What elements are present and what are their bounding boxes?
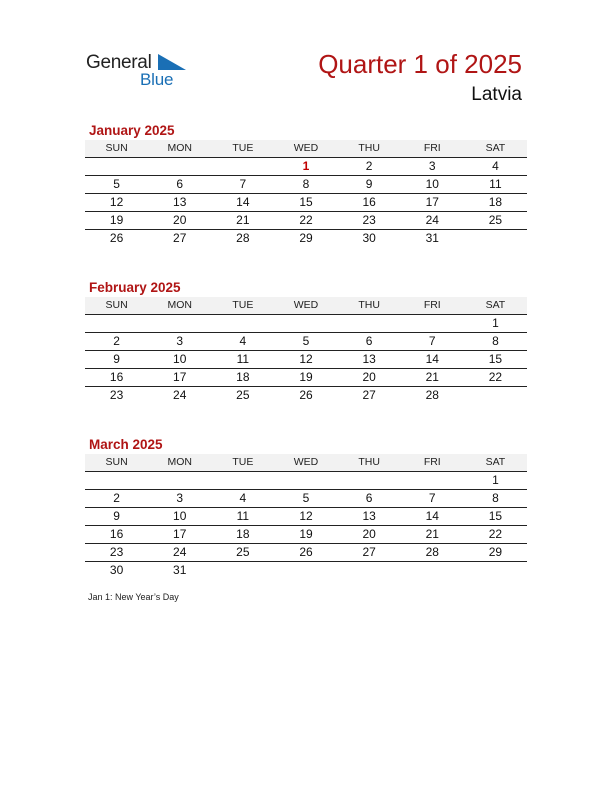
day-cell: 1 — [492, 473, 499, 487]
day-cell: 18 — [236, 370, 250, 384]
day-cell: 30 — [109, 563, 124, 577]
day-cell — [85, 158, 148, 175]
day-cell: 22 — [488, 370, 503, 384]
day-cell: 24 — [425, 213, 439, 227]
day-cell: 17 — [425, 195, 439, 209]
holiday-note: Jan 1: New Year’s Day — [88, 592, 179, 602]
day-cell: 28 — [236, 231, 250, 245]
day-cell — [85, 472, 148, 489]
weekday-label: FRI — [423, 142, 441, 154]
day-cell — [274, 315, 337, 332]
day-cell — [211, 472, 274, 489]
day-cell: 20 — [362, 370, 376, 384]
day-cell — [401, 562, 464, 579]
day-cell: 9 — [113, 352, 120, 366]
month-title: February 2025 — [89, 280, 181, 295]
day-cell — [148, 472, 211, 489]
weekday-label: THU — [358, 456, 380, 468]
day-cell — [148, 315, 211, 332]
day-cell: 1 — [492, 316, 499, 330]
day-cell: 9 — [365, 177, 373, 191]
weekday-label: MON — [167, 299, 192, 311]
day-cell: 2 — [113, 491, 120, 505]
day-cell: 24 — [173, 388, 187, 402]
day-cell: 23 — [362, 213, 376, 227]
day-cell — [274, 562, 337, 579]
day-cell: 29 — [299, 231, 313, 245]
day-cell: 9 — [113, 509, 120, 523]
week-row — [85, 508, 527, 526]
holiday-day-cell: 1 — [302, 159, 310, 173]
day-cell: 24 — [173, 545, 187, 559]
weekday-label: FRI — [423, 456, 441, 468]
month-calendar — [85, 436, 527, 579]
weekday-label: SAT — [485, 142, 506, 154]
day-cell: 18 — [236, 527, 250, 541]
day-cell: 20 — [362, 527, 376, 541]
day-cell: 28 — [425, 388, 439, 402]
day-cell: 27 — [362, 545, 376, 559]
weekday-label: TUE — [232, 299, 254, 311]
day-cell: 21 — [236, 213, 250, 227]
day-cell: 5 — [302, 334, 310, 348]
day-cell: 19 — [299, 527, 313, 541]
day-cell — [211, 562, 274, 579]
day-cell: 21 — [425, 370, 439, 384]
month-title: January 2025 — [89, 123, 175, 138]
week-row — [85, 212, 527, 230]
weekday-label: THU — [358, 142, 380, 154]
day-cell — [85, 315, 148, 332]
week-row — [85, 351, 527, 369]
day-cell: 6 — [365, 491, 373, 505]
day-cell: 11 — [236, 352, 250, 366]
day-cell — [211, 158, 274, 175]
day-cell: 22 — [488, 527, 503, 541]
weekday-label: TUE — [232, 456, 254, 468]
weekday-label: WED — [293, 142, 319, 154]
day-cell: 6 — [176, 177, 184, 191]
day-cell — [401, 315, 464, 332]
weekday-label: THU — [358, 299, 380, 311]
day-cell: 16 — [362, 195, 376, 209]
day-cell — [338, 315, 401, 332]
day-cell: 26 — [109, 231, 124, 245]
month-title: March 2025 — [89, 437, 163, 452]
day-cell: 14 — [425, 509, 439, 523]
week-row — [85, 526, 527, 544]
day-cell: 23 — [109, 388, 124, 402]
weekday-label: SAT — [485, 456, 506, 468]
day-cell — [401, 472, 464, 489]
day-cell: 16 — [109, 527, 124, 541]
weekday-label: FRI — [423, 299, 441, 311]
day-cell: 8 — [492, 334, 499, 348]
week-row — [85, 315, 527, 333]
weekday-label: MON — [167, 456, 192, 468]
week-row — [85, 562, 527, 579]
day-cell: 8 — [492, 491, 499, 505]
day-cell — [464, 387, 527, 404]
day-cell: 3 — [428, 159, 436, 173]
day-cell: 17 — [173, 370, 187, 384]
day-cell: 16 — [109, 370, 124, 384]
week-row — [85, 176, 527, 194]
day-cell: 31 — [425, 231, 439, 245]
day-cell: 14 — [236, 195, 250, 209]
day-cell: 25 — [236, 545, 250, 559]
week-row — [85, 333, 527, 351]
day-cell: 25 — [236, 388, 250, 402]
day-cell: 22 — [299, 213, 313, 227]
day-cell: 3 — [176, 334, 184, 348]
day-cell: 4 — [239, 491, 247, 505]
day-cell — [464, 230, 527, 247]
day-cell — [338, 472, 401, 489]
weekday-header-row — [85, 454, 527, 472]
weekday-label: SUN — [105, 142, 128, 154]
day-cell: 27 — [362, 388, 376, 402]
day-cell: 12 — [299, 352, 313, 366]
day-cell: 6 — [365, 334, 373, 348]
week-row — [85, 158, 527, 176]
day-cell: 2 — [113, 334, 120, 348]
day-cell: 12 — [109, 195, 124, 209]
day-cell: 19 — [299, 370, 313, 384]
day-cell: 15 — [488, 352, 503, 366]
day-cell — [338, 562, 401, 579]
day-cell: 10 — [425, 177, 439, 191]
day-cell: 28 — [425, 545, 439, 559]
day-cell: 13 — [362, 352, 376, 366]
day-cell: 26 — [299, 388, 313, 402]
day-cell — [464, 562, 527, 579]
day-cell: 2 — [365, 159, 373, 173]
day-cell — [274, 472, 337, 489]
day-cell: 7 — [428, 334, 436, 348]
day-cell: 20 — [173, 213, 187, 227]
month-calendar — [85, 122, 527, 247]
day-cell: 4 — [239, 334, 247, 348]
day-cell: 8 — [302, 177, 310, 191]
day-cell: 11 — [489, 177, 502, 191]
weekday-label: SUN — [105, 456, 128, 468]
day-cell: 18 — [488, 195, 503, 209]
day-cell: 25 — [488, 213, 503, 227]
day-cell: 13 — [362, 509, 376, 523]
day-cell: 10 — [173, 352, 187, 366]
weekday-header-row — [85, 140, 527, 158]
weekday-label: SUN — [105, 299, 128, 311]
day-cell: 21 — [425, 527, 439, 541]
country-name: Latvia — [471, 84, 522, 105]
day-cell: 7 — [428, 491, 436, 505]
weekday-label: MON — [167, 142, 192, 154]
day-cell: 17 — [173, 527, 187, 541]
day-cell: 11 — [236, 509, 250, 523]
weekday-label: WED — [293, 456, 319, 468]
day-cell — [148, 158, 211, 175]
day-cell: 12 — [299, 509, 313, 523]
day-cell: 23 — [109, 545, 124, 559]
week-row — [85, 490, 527, 508]
day-cell: 4 — [492, 159, 499, 173]
month-calendar — [85, 279, 527, 404]
day-cell: 3 — [176, 491, 184, 505]
week-row — [85, 230, 527, 247]
week-row — [85, 369, 527, 387]
day-cell: 19 — [109, 213, 124, 227]
weekday-label: SAT — [485, 299, 506, 311]
day-cell: 13 — [173, 195, 187, 209]
day-cell: 27 — [173, 231, 187, 245]
weekday-header-row — [85, 297, 527, 315]
day-cell: 31 — [173, 563, 187, 577]
weekday-label: WED — [293, 299, 319, 311]
week-row — [85, 387, 527, 404]
day-cell: 15 — [299, 195, 313, 209]
day-cell: 5 — [113, 177, 120, 191]
week-row — [85, 472, 527, 490]
day-cell: 10 — [173, 509, 187, 523]
day-cell: 26 — [299, 545, 313, 559]
brand-name-general: General — [86, 52, 152, 73]
day-cell: 30 — [362, 231, 376, 245]
week-row — [85, 194, 527, 212]
brand-logo — [86, 50, 196, 90]
page-title: Quarter 1 of 2025 — [318, 49, 522, 79]
day-cell — [211, 315, 274, 332]
brand-name-blue: Blue — [140, 70, 174, 89]
day-cell: 29 — [488, 545, 503, 559]
week-row — [85, 544, 527, 562]
day-cell: 15 — [488, 509, 503, 523]
day-cell: 7 — [239, 177, 247, 191]
day-cell: 14 — [425, 352, 439, 366]
weekday-label: TUE — [232, 142, 254, 154]
day-cell: 5 — [302, 491, 310, 505]
